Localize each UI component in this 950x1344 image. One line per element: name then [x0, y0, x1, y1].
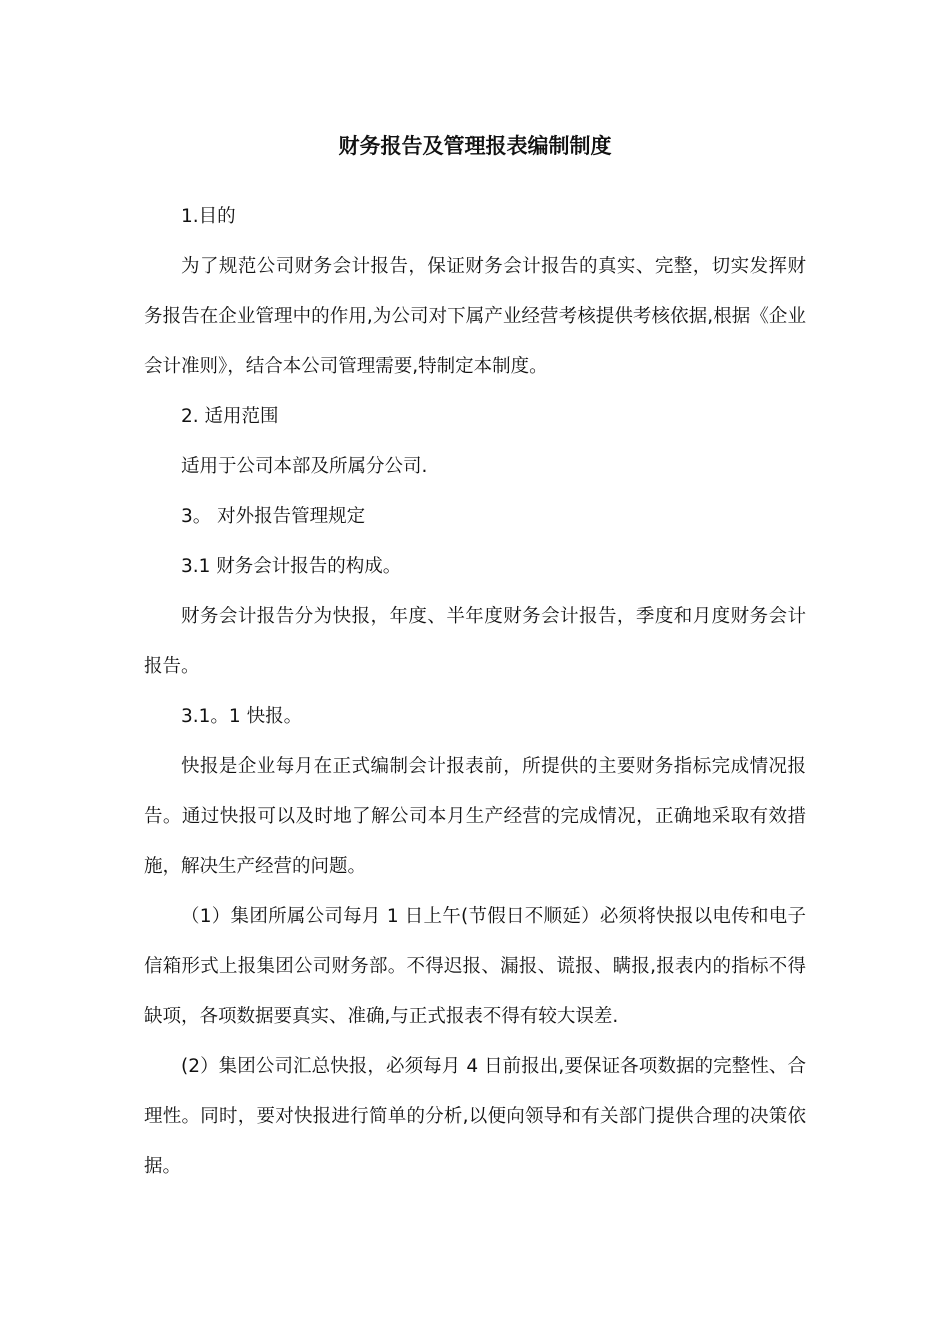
- section-heading-purpose: 1.目的: [181, 206, 236, 227]
- subsection-heading-composition: 3.1 财务会计报告的构成。: [181, 556, 402, 577]
- paragraph-composition: 财务会计报告分为快报，年度、半年度财务会计报告，季度和月度财务会计报告。: [144, 606, 806, 677]
- section-heading-scope: 2. 适用范围: [181, 406, 279, 427]
- document-title: 财务报告及管理报表编制制度: [338, 134, 612, 158]
- paragraph-item-2: (2）集团公司汇总快报，必须每月 4 日前报出,要保证各项数据的完整性、合理性。同时，要对快报进行简单的分析,以便向领导和有关部门提供合理的决策依据。: [144, 1056, 806, 1177]
- paragraph-item-1: （1）集团所属公司每月 1 日上午(节假日不顺延）必须将快报以电传和电子信箱形式上报集团公司财务部。不得迟报、漏报、谎报、瞒报,报表内的指标不得缺项，各项数据要真实、准确,与正式报表不得有较大误差.: [144, 906, 806, 1027]
- subsection-heading-flash-report: 3.1。1 快报。: [181, 706, 303, 727]
- document-body: [144, 192, 806, 1192]
- paragraph-flash-report: 快报是企业每月在正式编制会计报表前，所提供的主要财务指标完成情况报告。通过快报可以及时地了解公司本月生产经营的完成情况，正确地采取有效措施，解决生产经营的问题。: [144, 756, 806, 877]
- section-heading-external-report: 3。 对外报告管理规定: [181, 506, 366, 527]
- paragraph-scope: 适用于公司本部及所属分公司.: [181, 456, 428, 477]
- paragraph-purpose: 为了规范公司财务会计报告，保证财务会计报告的真实、完整，切实发挥财务报告在企业管理中的作用,为公司对下属产业经营考核提供考核依据,根据《企业会计准则》，结合本公司管理需要,特制定本制度。: [144, 256, 806, 377]
